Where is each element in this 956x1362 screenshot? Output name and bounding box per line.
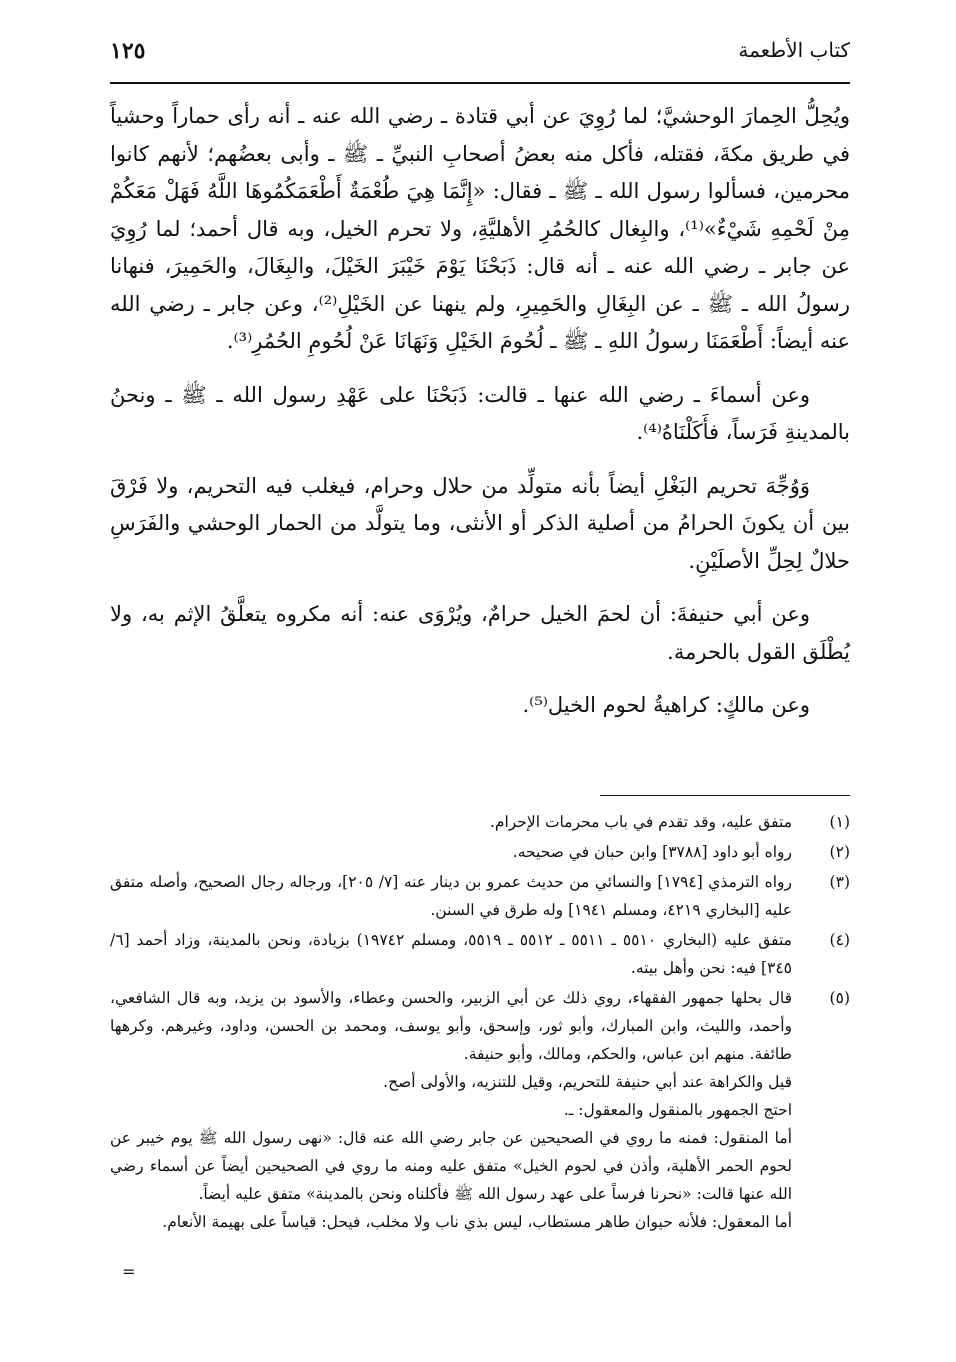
footnote-text: قال بحلها جمهور الفقهاء، روي ذلك عن أبي الزبير، والحسن وعطاء، والأسود بن يزيد، وبه قال الشافعي، وأحمد، والليث، وابن المبارك، وأبو ثور، وإسحق، وأبو يوسف، ومحمد بن الحسن، وداود، وغيرهم. وكرهها طائفة. منهم ابن عباس، والحكم، ومالك، وأبو حنيفة. [110, 988, 792, 1063]
footnote-text: احتج الجمهور بالمنقول والمعقول: ـ. [563, 1100, 792, 1119]
footnote-number: (٢) [829, 842, 850, 861]
footnotes [110, 808, 850, 1236]
running-header [110, 30, 850, 76]
footnote-text: قيل والكراهة عند أبي حنيفة للتحريم، وقيل للتنزيه، والأولى أصح. [383, 1072, 792, 1091]
footnote-text: أما المنقول: فمنه ما روي في الصحيحين عن جابر رضي الله عنه قال: «نهى رسول الله ﷺ يوم خيبر عن لحوم الحمر الأهلية، وأذن في لحوم الخيل» متفق عليه ومنه ما روي في الصحيحين أيضاً عن أسماء رضي الله عنها قالت: «نحرنا فرساً على عهد رسول الله ﷺ فأكلناه ونحن بالمدينة» متفق عليه أيضاً. [110, 1128, 792, 1203]
paragraph: وعن أبي حنيفةَ: أن لحمَ الخيل حرامٌ، ويُرْوَى عنه: أنه مكروه يتعلَّقُ الإثم به، ولا يُطْلَق القول بالحرمة. [110, 602, 850, 664]
footnote-text: متفق عليه، وقد تقدم في باب محرمات الإحرام. [489, 812, 792, 831]
paragraph: وعن أسماءَ ـ رضي الله عنها ـ قالت: ذَبَحْنَا على عَهْدِ رسول الله ـ ﷺ ـ ونحنُ بالمدينةِ فَرَساً، فأَكَلْنَاهُ⁽⁴⁾. [110, 382, 850, 444]
footnote [110, 868, 850, 924]
footnote-text: رواه أبو داود [٣٧٨٨] وابن حبان في صحيحه. [512, 842, 792, 861]
footnote [110, 808, 850, 836]
page-number: ١٢٥ [110, 38, 146, 64]
footnote-number: (٤) [829, 930, 850, 949]
footnote [110, 984, 850, 1236]
header-rule [110, 82, 850, 84]
footnote [110, 926, 850, 982]
footnote-text: أما المعقول: فلأنه حيوان طاهر مستطاب، ليس بذي ناب ولا مخلب، فيحل: قياساً على بهيمة الأنعام. [162, 1212, 792, 1231]
footnote [110, 838, 850, 866]
book-page [110, 30, 850, 1238]
footnote-rule [600, 795, 850, 796]
footnote-number: (١) [829, 812, 850, 831]
continuation-mark: = [122, 1262, 136, 1281]
footnote-text: رواه الترمذي [١٧٩٤] والنسائي من حديث عمرو بن دينار عنه [٧/ ٢٠٥]، ورجاله رجال الصحيح، وأصله متفق عليه [البخاري ٤٢١٩، ومسلم ١٩٤١] وله طرق في السنن. [110, 872, 792, 919]
footnote-number: (٥) [829, 988, 850, 1007]
footnote-text: متفق عليه (البخاري ٥٥١٠ ـ ٥٥١١ ـ ٥٥١٢ ـ ٥٥١٩، ومسلم ١٩٧٤٢) بزيادة، ونحن بالمدينة، وزاد أحمد [٦/ ٣٤٥] فيه: نحن وأهل بيته. [110, 930, 792, 977]
paragraph: ويُحِلُّ الحِمارَ الوحشيَّ؛ لما رُوِيَ عن أبي قتادة ـ رضي الله عنه ـ أنه رأى حماراً وحشياً في طريق مكةَ، فقتله، فأكل منه بعضُ أصحابِ النبيِّ ـ ﷺ ـ وأبى بعضُهم؛ لأنهم كانوا محرمين، فسألوا رسول الله ـ ﷺ ـ فقال: «إِنَّمَا هِيَ طُعْمَةٌ أَطْعَمَكُمُوهَا اللَّهُ فَهَلْ مَعَكُمْ مِنْ لَحْمِهِ شَيْءٌ»⁽¹⁾، والبِغال كالحُمُرِ الأهليَّةِ، ولا تحرم الخيل، وبه قال أحمد؛ لما رُوِيَ عن جابر ـ رضي الله عنه ـ أنه قال: ذَبَحْنَا يَوْمَ خَيْبَرَ الخَيْلَ، والبِغَالَ، والحَمِيرَ، فنهانا رسولُ الله ـ ﷺ ـ عن البِغَالِ والحَمِيرِ، ولم ينهنا عن الخَيْلِ⁽²⁾، وعن جابر ـ رضي الله عنه أيضاً: أَطْعَمَنَا رسولُ اللهِ ـ ﷺ ـ لُحُومَ الخَيْلِ وَنَهَانَا عَنْ لُحُومِ الحُمُرِ⁽³⁾. [110, 104, 850, 353]
footnote-number: (٣) [829, 872, 850, 891]
paragraph: وعن مالكٍ: كراهيةُ لحوم الخيل⁽⁵⁾. [522, 693, 810, 717]
paragraph: وَوُجِّهَ تحريم البَغْلِ أيضاً بأنه متولِّد من حلال وحرام، فيغلب فيه التحريم، ولا فَرْقَ بين أن يكونَ الحرامُ من أصلية الذكر أو الأنثى، وما يتولَّد من الحمار الوحشي والفَرَسِ حلالٌ لِحِلِّ الأصلَيْنِ. [110, 473, 850, 573]
chapter-title: كتاب الأطعمة [738, 38, 850, 62]
main-text [110, 98, 850, 725]
